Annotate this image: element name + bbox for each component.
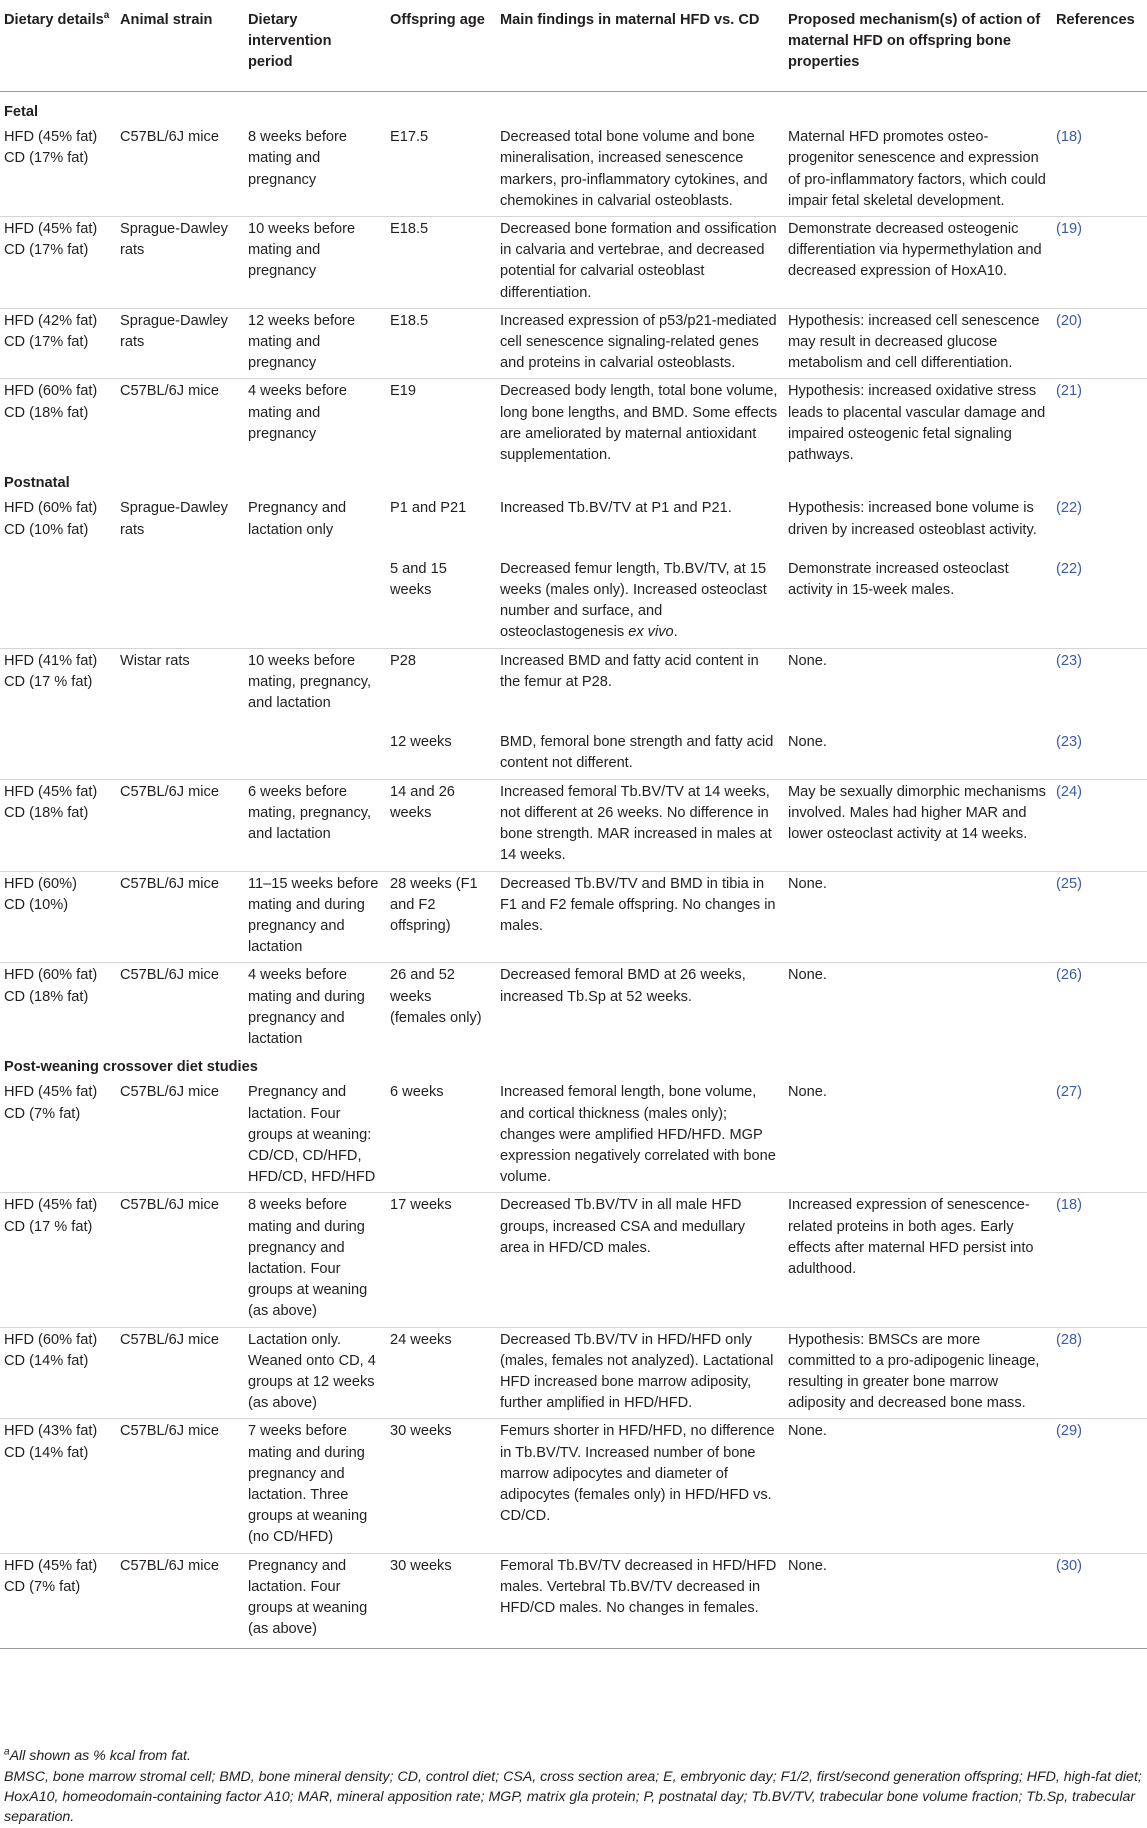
cell-dietary bbox=[0, 648, 116, 718]
reference-link[interactable]: (18) bbox=[1052, 125, 1147, 216]
cell-age: 30 weeks bbox=[386, 1553, 496, 1649]
cell-strain bbox=[116, 545, 244, 648]
dietary-cd: CD (18% fat) bbox=[4, 804, 89, 821]
dietary-cd: CD (18% fat) bbox=[4, 988, 89, 1005]
cell-strain: Wistar rats bbox=[120, 652, 190, 669]
cell-strain: C57BL/6J mice bbox=[116, 871, 244, 963]
table-body bbox=[0, 92, 1147, 1649]
table-row bbox=[0, 963, 1147, 1054]
reference-link[interactable]: (24) bbox=[1052, 779, 1147, 871]
cell-mechanism: None. bbox=[784, 1553, 1052, 1649]
cell-dietary bbox=[0, 1553, 116, 1649]
dietary-cd: CD (17 % fat) bbox=[4, 673, 93, 690]
cell-period bbox=[244, 545, 386, 648]
cell-mechanism: None. bbox=[788, 652, 827, 669]
cell-strain: C57BL/6J mice bbox=[116, 1553, 244, 1649]
cell-mechanism: May be sexually dimorphic mechanisms involved. Males had higher MAR and lower osteoclast activity at 14 weeks. bbox=[784, 779, 1052, 871]
cell-strain: C57BL/6J mice bbox=[116, 1327, 244, 1419]
dietary-cd: CD (17% fat) bbox=[4, 242, 89, 259]
cell-mechanism: None. bbox=[788, 967, 827, 984]
header-references: References bbox=[1052, 0, 1147, 92]
cell-period: Pregnancy and lactation only bbox=[248, 500, 347, 538]
reference-link[interactable]: (30) bbox=[1052, 1553, 1147, 1649]
findings-text: Decreased femoral BMD at 26 weeks, increased Tb.Sp at 52 weeks. bbox=[500, 967, 746, 1005]
cell-period: 8 weeks before mating and during pregnancy and lactation. Four groups at weaning (as above) bbox=[244, 1193, 386, 1327]
cell-period: 4 weeks before mating and pregnancy bbox=[248, 383, 347, 442]
cell-dietary bbox=[0, 545, 116, 648]
cell-mechanism: None. bbox=[784, 1080, 1052, 1193]
findings-text: Increased femoral length, bone volume, and cortical thickness (males only); changes were amplified HFD/HFD. MGP expression negatively correlated with bone volume. bbox=[500, 1084, 776, 1186]
header-period: Dietary intervention period bbox=[244, 0, 386, 92]
cell-age: E17.5 bbox=[386, 125, 496, 216]
findings-text: Decreased Tb.BV/TV and BMD in tibia in F1 and F2 female offspring. No changes in males. bbox=[500, 875, 776, 934]
reference-link[interactable]: (19) bbox=[1052, 217, 1147, 309]
cell-findings bbox=[496, 545, 784, 648]
findings-text: Decreased body length, total bone volume, long bone lengths, and BMD. Some effects are ameliorated by maternal antioxidant supplementation. bbox=[500, 383, 778, 464]
header-row bbox=[0, 0, 1147, 92]
dietary-hfd: HFD (43% fat) bbox=[4, 1423, 98, 1440]
cell-age: 14 and 26 weeks bbox=[386, 779, 496, 871]
table-row bbox=[0, 718, 1147, 779]
findings-italic: ex vivo bbox=[628, 624, 674, 641]
section-row-fetal bbox=[0, 92, 1147, 126]
cell-dietary bbox=[0, 779, 116, 871]
cell-dietary bbox=[0, 1080, 116, 1193]
dietary-hfd: HFD (45% fat) bbox=[4, 129, 98, 146]
table-row bbox=[0, 308, 1147, 379]
cell-period: Pregnancy and lactation. Four groups at weaning (as above) bbox=[244, 1553, 386, 1649]
dietary-hfd: HFD (60%) bbox=[4, 875, 77, 892]
table-row bbox=[0, 1080, 1147, 1193]
cell-strain: C57BL/6J mice bbox=[120, 967, 219, 984]
table-row bbox=[0, 545, 1147, 648]
cell-mechanism: None. bbox=[784, 718, 1052, 779]
cell-findings bbox=[496, 1193, 784, 1327]
cell-findings bbox=[496, 1553, 784, 1649]
findings-text: Decreased total bone volume and bone mineralisation, increased senescence markers, pro-inflammatory cytokines, and chemokines in calvarial osteoblasts. bbox=[500, 129, 768, 209]
cell-findings bbox=[496, 496, 784, 544]
header-dietary: Dietary details$^a$ bbox=[0, 0, 116, 92]
table-row bbox=[0, 496, 1147, 544]
cell-mechanism: Hypothesis: increased cell senescence may result in decreased glucose metabolism and cell differentiation. bbox=[784, 308, 1052, 379]
header-mechanism: Proposed mechanism(s) of action of maternal HFD on offspring bone properties bbox=[784, 0, 1052, 92]
cell-age: E19 bbox=[390, 383, 416, 400]
dietary-hfd: HFD (42% fat) bbox=[4, 312, 98, 329]
cell-findings bbox=[496, 125, 784, 216]
cell-dietary bbox=[0, 217, 116, 309]
cell-findings bbox=[496, 308, 784, 379]
cell-period: 8 weeks before mating and pregnancy bbox=[244, 125, 386, 216]
cell-strain: Sprague-Dawley rats bbox=[116, 217, 244, 309]
cell-findings bbox=[496, 718, 784, 779]
reference-link[interactable]: (23) bbox=[1056, 652, 1082, 669]
dietary-cd: CD (14% fat) bbox=[4, 1352, 89, 1369]
dietary-hfd: HFD (60% fat) bbox=[4, 1331, 98, 1348]
cell-strain: C57BL/6J mice bbox=[116, 1080, 244, 1193]
cell-age: 17 weeks bbox=[386, 1193, 496, 1327]
cell-dietary bbox=[0, 496, 116, 544]
cell-dietary bbox=[0, 379, 116, 470]
cell-findings bbox=[496, 648, 784, 718]
cell-age: 5 and 15 weeks bbox=[386, 545, 496, 648]
cell-period bbox=[244, 718, 386, 779]
cell-age: 26 and 52 weeks (females only) bbox=[390, 967, 482, 1026]
header-findings: Main findings in maternal HFD vs. CD bbox=[496, 0, 784, 92]
dietary-hfd: HFD (60% fat) bbox=[4, 383, 98, 400]
cell-age: 6 weeks bbox=[386, 1080, 496, 1193]
table-row bbox=[0, 379, 1147, 470]
table-row bbox=[0, 779, 1147, 871]
cell-period: Lactation only. Weaned onto CD, 4 groups at 12 weeks (as above) bbox=[244, 1327, 386, 1419]
cell-mechanism: Hypothesis: increased oxidative stress leads to placental vascular damage and impaired osteogenic fetal signaling pathways. bbox=[788, 383, 1046, 464]
cell-age: 24 weeks bbox=[386, 1327, 496, 1419]
cell-mechanism: Hypothesis: increased bone volume is driven by increased osteoblast activity. bbox=[788, 500, 1037, 538]
findings-text: Decreased Tb.BV/TV in all male HFD groups, increased CSA and medullary area in HFD/CD males. bbox=[500, 1197, 745, 1256]
reference-link[interactable]: (22) bbox=[1056, 500, 1082, 517]
dietary-cd: CD (10%) bbox=[4, 896, 69, 913]
table-row bbox=[0, 871, 1147, 963]
reference-link[interactable]: (23) bbox=[1052, 718, 1147, 779]
cell-findings bbox=[496, 1327, 784, 1419]
dietary-hfd: HFD (45% fat) bbox=[4, 221, 98, 238]
cell-mechanism: Hypothesis: BMSCs are more committed to a pro-adipogenic lineage, resulting in greater bone marrow adiposity and decreased bone mass. bbox=[784, 1327, 1052, 1419]
section-heading: Fetal bbox=[4, 104, 39, 120]
table-row bbox=[0, 125, 1147, 216]
dietary-hfd: HFD (45% fat) bbox=[4, 1084, 98, 1101]
cell-mechanism: None. bbox=[784, 1419, 1052, 1553]
cell-dietary bbox=[0, 1193, 116, 1327]
reference-link[interactable]: (27) bbox=[1052, 1080, 1147, 1193]
cell-period: 11–15 weeks before mating and during pregnancy and lactation bbox=[244, 871, 386, 963]
dietary-hfd: HFD (60% fat) bbox=[4, 500, 98, 517]
table-row bbox=[0, 1553, 1147, 1649]
dietary-cd: CD (10% fat) bbox=[4, 521, 89, 538]
cell-dietary bbox=[0, 308, 116, 379]
cell-period: 7 weeks before mating and during pregnancy and lactation. Three groups at weaning (no CD/HFD) bbox=[244, 1419, 386, 1553]
findings-text: Increased femoral Tb.BV/TV at 14 weeks, not different at 26 weeks. No difference in bone strength. MAR increased in males at 14 weeks. bbox=[500, 783, 772, 864]
cell-strain: C57BL/6J mice bbox=[116, 1419, 244, 1553]
cell-period: Pregnancy and lactation. Four groups at weaning: CD/CD, CD/HFD, HFD/CD, HFD/HFD bbox=[244, 1080, 386, 1193]
cell-mechanism: Demonstrate decreased osteogenic differentiation via hypermethylation and decreased expression of HoxA10. bbox=[784, 217, 1052, 309]
reference-link[interactable]: (28) bbox=[1052, 1327, 1147, 1419]
dietary-cd: CD (7% fat) bbox=[4, 1105, 81, 1122]
cell-dietary bbox=[0, 718, 116, 779]
cell-dietary bbox=[0, 1327, 116, 1419]
findings-text: BMD, femoral bone strength and fatty acid content not different. bbox=[500, 734, 774, 772]
cell-dietary bbox=[0, 1419, 116, 1553]
cell-findings bbox=[496, 379, 784, 470]
reference-link[interactable]: (18) bbox=[1052, 1193, 1147, 1327]
cell-findings bbox=[496, 1080, 784, 1193]
reference-link[interactable]: (20) bbox=[1052, 308, 1147, 379]
findings-text: Femoral Tb.BV/TV decreased in HFD/HFD males. Vertebral Tb.BV/TV decreased in HFD/CD males. No changes in females. bbox=[500, 1557, 777, 1616]
cell-findings bbox=[496, 1419, 784, 1553]
cell-mechanism: Demonstrate increased osteoclast activity in 15-week males. bbox=[784, 545, 1052, 648]
cell-age: 28 weeks (F1 and F2 offspring) bbox=[386, 871, 496, 963]
cell-period: 6 weeks before mating, pregnancy, and lactation bbox=[244, 779, 386, 871]
reference-link[interactable]: (26) bbox=[1056, 967, 1082, 984]
cell-findings bbox=[496, 779, 784, 871]
cell-age: 30 weeks bbox=[386, 1419, 496, 1553]
cell-dietary bbox=[0, 125, 116, 216]
reference-link[interactable]: (25) bbox=[1052, 871, 1147, 963]
header-strain: Animal strain bbox=[116, 0, 244, 92]
cell-period: 10 weeks before mating and pregnancy bbox=[244, 217, 386, 309]
dietary-cd: CD (17 % fat) bbox=[4, 1218, 93, 1235]
findings-text: Decreased femur length, Tb.BV/TV, at 15 weeks (males only). Increased osteoclast number and surface, and osteoclastogenesis bbox=[500, 560, 767, 641]
cell-mechanism: Maternal HFD promotes osteo-progenitor senescence and expression of pro-inflammatory factors, which could impair fetal skeletal development. bbox=[784, 125, 1052, 216]
section-row-crossover bbox=[0, 1054, 1147, 1080]
cell-strain: Sprague-Dawley rats bbox=[116, 308, 244, 379]
findings-end: . bbox=[673, 624, 678, 641]
cell-age: P28 bbox=[390, 652, 416, 669]
table-row bbox=[0, 1327, 1147, 1419]
cell-age: E18.5 bbox=[386, 308, 496, 379]
table-row bbox=[0, 1193, 1147, 1327]
dietary-cd: CD (18% fat) bbox=[4, 404, 89, 421]
cell-findings bbox=[496, 963, 784, 1054]
cell-findings bbox=[496, 871, 784, 963]
dietary-hfd: HFD (60% fat) bbox=[4, 967, 98, 984]
cell-age: 12 weeks bbox=[386, 718, 496, 779]
cell-mechanism: None. bbox=[784, 871, 1052, 963]
dietary-hfd: HFD (45% fat) bbox=[4, 783, 98, 800]
cell-dietary bbox=[0, 871, 116, 963]
section-heading: Post-weaning crossover diet studies bbox=[4, 1059, 258, 1076]
dietary-cd: CD (7% fat) bbox=[4, 1578, 81, 1595]
cell-age: E18.5 bbox=[386, 217, 496, 309]
cell-strain: Sprague-Dawley rats bbox=[120, 500, 228, 538]
cell-period: 12 weeks before mating and pregnancy bbox=[244, 308, 386, 379]
table-row bbox=[0, 217, 1147, 309]
dietary-cd: CD (17% fat) bbox=[4, 334, 89, 351]
cell-dietary bbox=[0, 963, 116, 1054]
footnote-a: $^a$All shown as % kcal from fat. bbox=[4, 1746, 191, 1764]
findings-text: Increased BMD and fatty acid content in the femur at P28. bbox=[500, 652, 759, 690]
section-heading: Postnatal bbox=[4, 475, 70, 492]
reference-link[interactable]: (22) bbox=[1052, 545, 1147, 648]
cell-mechanism: Increased expression of senescence-related proteins in both ages. Early effects after maternal HFD persist into adulthood. bbox=[784, 1193, 1052, 1327]
findings-text: Increased Tb.BV/TV at P1 and P21. bbox=[500, 500, 732, 517]
findings-text: Decreased Tb.BV/TV in HFD/HFD only (males, females not analyzed). Lactational HFD increased bone marrow adiposity, further amplified in HFD/HFD. bbox=[500, 1331, 774, 1412]
reference-link[interactable]: (29) bbox=[1052, 1419, 1147, 1553]
cell-strain: C57BL/6J mice bbox=[120, 383, 219, 400]
header-age: Offspring age bbox=[386, 0, 496, 92]
cell-age: P1 and P21 bbox=[390, 500, 467, 517]
dietary-cd: CD (17% fat) bbox=[4, 150, 89, 167]
table-footnotes bbox=[0, 1746, 1147, 1828]
cell-strain: C57BL/6J mice bbox=[116, 1193, 244, 1327]
findings-text: Decreased bone formation and ossification in calvaria and vertebrae, and decreased potential for calvarial osteoblast differentiation. bbox=[500, 221, 777, 301]
findings-text: Femurs shorter in HFD/HFD, no difference in Tb.BV/TV. Increased number of bone marrow adipocytes and diameter of adipocytes (females only) in HFD/HFD vs. CD/CD. bbox=[500, 1423, 775, 1525]
cell-strain: C57BL/6J mice bbox=[116, 779, 244, 871]
section-row-postnatal bbox=[0, 470, 1147, 496]
dietary-hfd: HFD (41% fat) bbox=[4, 652, 98, 669]
footnote-abbreviations: BMSC, bone marrow stromal cell; BMD, bone mineral density; CD, control diet; CSA, cross section area; E, embryonic day; F1/2, first/second generation offspring; HFD, high-fat diet; HoxA10, homeodomain-containing factor A10; MAR, mineral apposition rate; MGP, matrix gla protein; P, postnatal day; Tb.BV/TV, trabecular bone volume fraction; Tb.Sp, trabecular separation. bbox=[4, 1769, 1142, 1825]
dietary-cd: CD (14% fat) bbox=[4, 1444, 89, 1461]
table-row bbox=[0, 648, 1147, 718]
cell-strain: C57BL/6J mice bbox=[116, 125, 244, 216]
cell-period: 4 weeks before mating and during pregnancy and lactation bbox=[248, 967, 365, 1047]
dietary-hfd: HFD (45% fat) bbox=[4, 1197, 98, 1214]
cell-period: 10 weeks before mating, pregnancy, and lactation bbox=[248, 652, 372, 712]
findings-text: Increased expression of p53/p21-mediated cell senescence signaling-related genes and proteins in calvarial osteoblasts. bbox=[500, 312, 777, 372]
dietary-hfd: HFD (45% fat) bbox=[4, 1557, 98, 1574]
cell-findings bbox=[496, 217, 784, 309]
table-row bbox=[0, 1419, 1147, 1553]
reference-link[interactable]: (21) bbox=[1056, 383, 1082, 400]
cell-strain bbox=[116, 718, 244, 779]
